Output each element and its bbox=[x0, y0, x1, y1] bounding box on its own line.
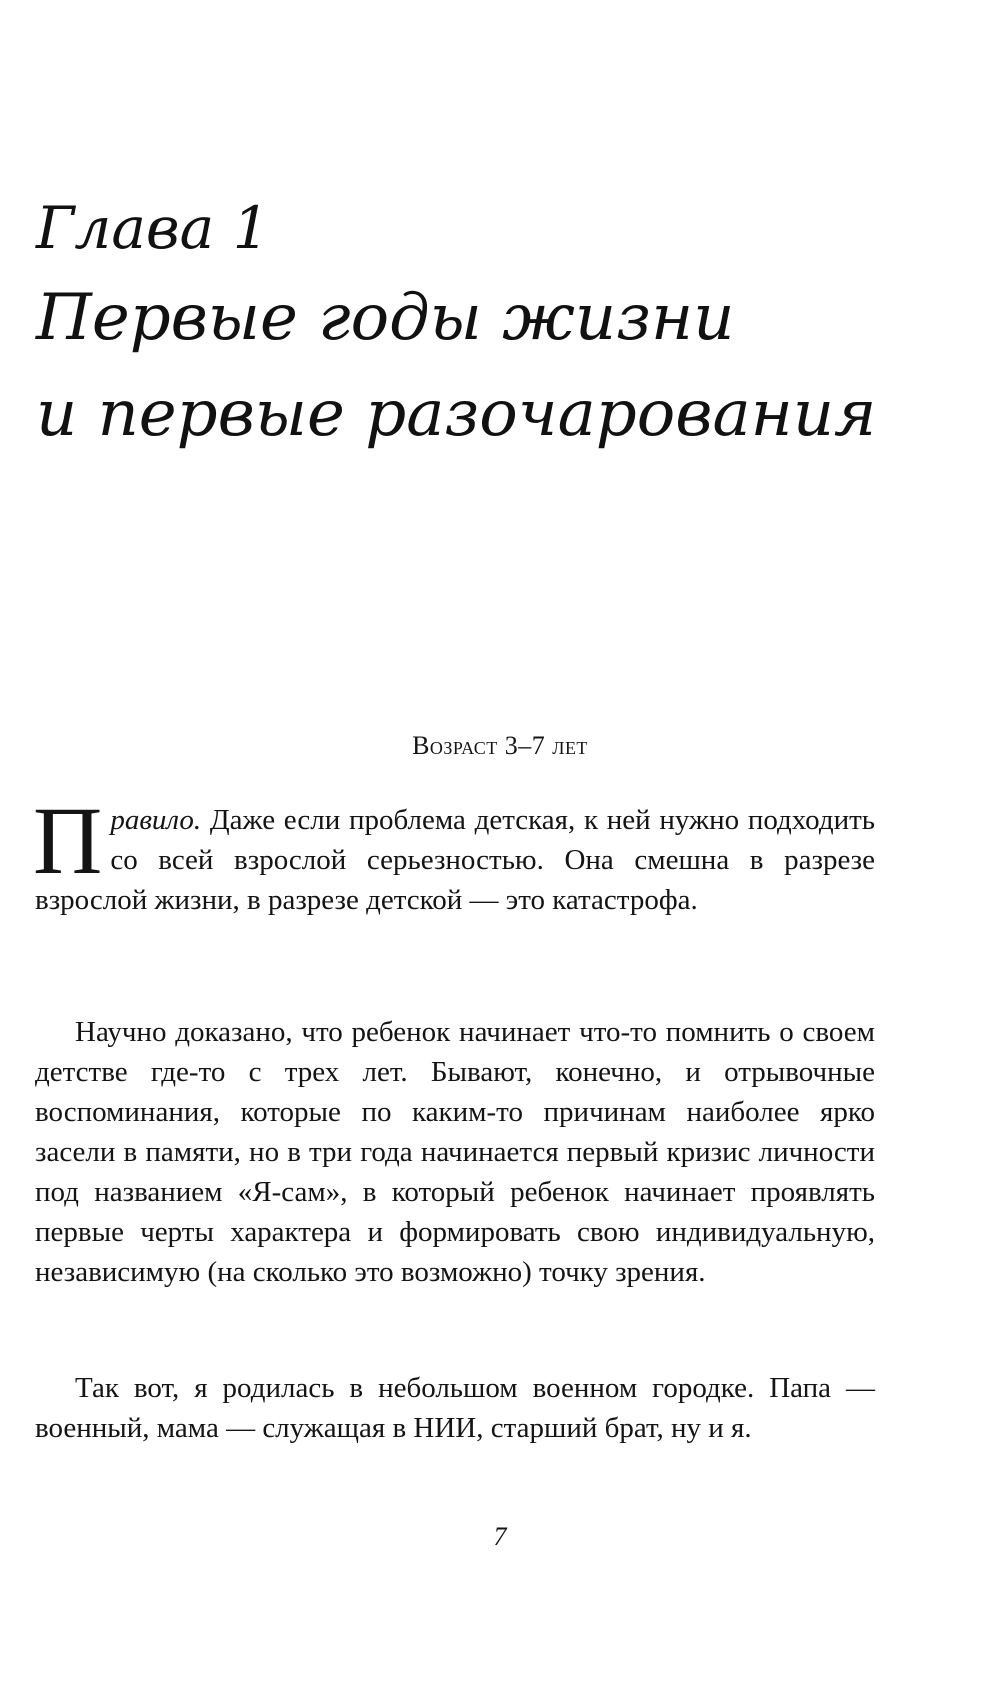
section-title: Возраст 3–7 лет bbox=[412, 731, 588, 760]
drop-cap: П bbox=[33, 787, 103, 894]
chapter-title-line-1: Первые годы жизни bbox=[36, 281, 735, 355]
rule-paragraph bbox=[33, 787, 875, 920]
chapter-heading bbox=[36, 186, 936, 462]
page-number: 7 bbox=[493, 1522, 507, 1551]
chapter-label: Глава 1 bbox=[36, 194, 270, 262]
rule-text: Даже если проблема детская, к ней нужно подходить со всей взрослой серьезностью. Она смешна в разрезе взрослой жизни, в разрезе детской — это катастрофа. bbox=[35, 804, 875, 916]
chapter-title-line-2: и первые разочарования bbox=[36, 377, 877, 451]
body-paragraph-2: Так вот, я родилась в небольшом военном городке. Папа — военный, мама — служащая в НИИ, старший брат, ну и я. bbox=[35, 1372, 875, 1444]
body-paragraph-1: Научно доказано, что ребенок начинает что-то помнить о своем детстве где-то с трех лет. Бывают, конечно, и отрывочные воспоминания, которые по каким-то причинам наиболее ярко засели в памяти, но в три года начинается первый кризис личности под названием «Я-сам», в который ребенок начинает проявлять первые черты характера и формировать свою индивидуальную, независимую (на сколько это возможно) точку зрения. bbox=[35, 1016, 875, 1288]
rule-label: равило. bbox=[110, 804, 202, 836]
